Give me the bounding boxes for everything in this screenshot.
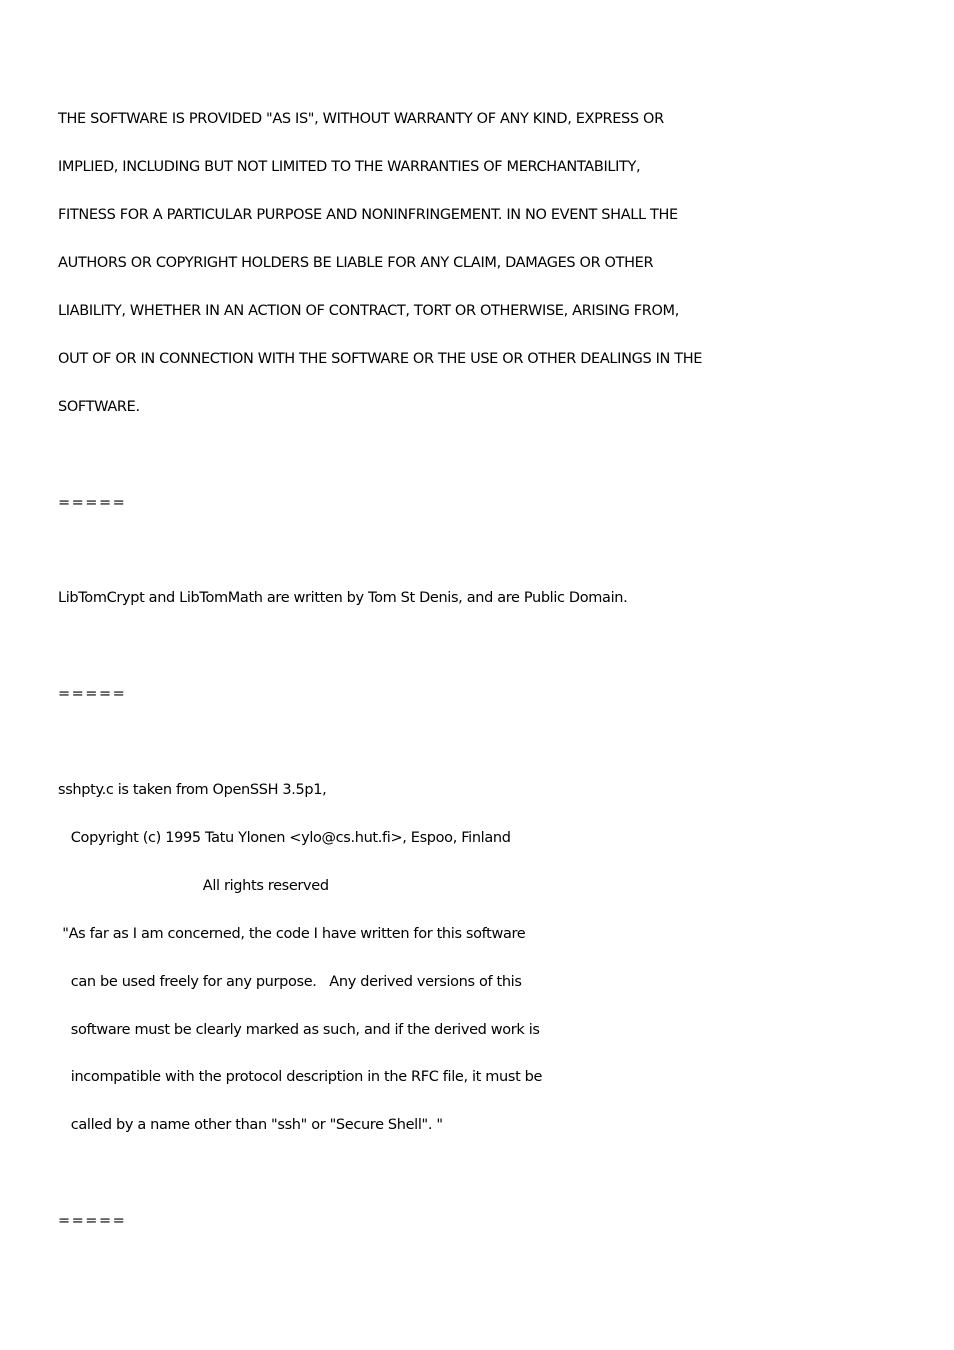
libtom-notice: LibTomCrypt and LibTomMath are written by Tom St Denis, and are Public Domain.	[58, 590, 628, 606]
license-line-4: AUTHORS OR COPYRIGHT HOLDERS BE LIABLE FOR ANY CLAIM, DAMAGES OR OTHER	[58, 255, 654, 271]
sshpty-line-6: software must be clearly marked as such, and if the derived work is	[58, 1022, 540, 1038]
license-line-5: LIABILITY, WHETHER IN AN ACTION OF CONTRACT, TORT OR OTHERWISE, ARISING FROM,	[58, 303, 679, 319]
sshpty-line-3: All rights reserved	[58, 878, 329, 894]
license-line-6: OUT OF OR IN CONNECTION WITH THE SOFTWARE OR THE USE OR OTHER DEALINGS IN THE	[58, 351, 703, 367]
license-line-2: IMPLIED, INCLUDING BUT NOT LIMITED TO THE WARRANTIES OF MERCHANTABILITY,	[58, 159, 641, 175]
sshpty-line-7: incompatible with the protocol description in the RFC file, it must be	[58, 1069, 543, 1085]
section-separator-2: =====	[58, 686, 127, 702]
sshpty-line-5: can be used freely for any purpose. Any derived versions of this	[58, 974, 522, 990]
license-line-1: THE SOFTWARE IS PROVIDED "AS IS", WITHOUT WARRANTY OF ANY KIND, EXPRESS OR	[58, 111, 664, 127]
sshpty-line-8: called by a name other than "ssh" or "Secure Shell". "	[58, 1117, 443, 1133]
license-line-7: SOFTWARE.	[58, 399, 140, 415]
section-separator-3: =====	[58, 1213, 127, 1229]
sshpty-line-1: sshpty.c is taken from OpenSSH 3.5p1,	[58, 782, 327, 798]
sshpty-line-2: Copyright (c) 1995 Tatu Ylonen <ylo@cs.hut.fi>, Espoo, Finland	[58, 830, 511, 846]
sshpty-line-4: "As far as I am concerned, the code I have written for this software	[58, 926, 526, 942]
license-line-3: FITNESS FOR A PARTICULAR PURPOSE AND NONINFRINGEMENT. IN NO EVENT SHALL THE	[58, 207, 678, 223]
section-separator-1: =====	[58, 495, 127, 511]
